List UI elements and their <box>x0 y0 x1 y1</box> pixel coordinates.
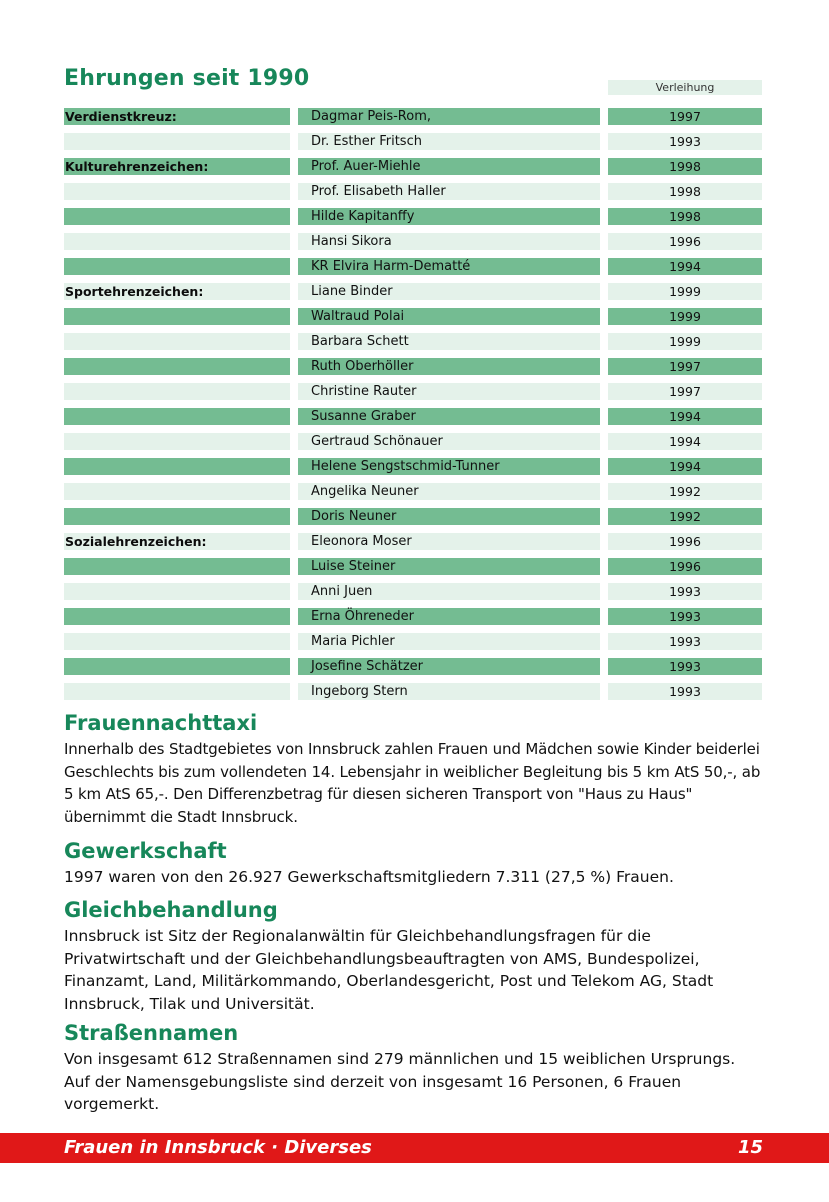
table-row <box>64 329 764 354</box>
row-stripe <box>64 133 290 150</box>
section-strassennamen <box>64 1020 764 1116</box>
row-stripe <box>64 358 290 375</box>
award-year: 1998 <box>669 184 701 199</box>
row-stripe <box>64 383 290 400</box>
award-year: 1998 <box>669 159 701 174</box>
award-year: 1999 <box>669 334 701 349</box>
award-year: 1996 <box>669 234 701 249</box>
award-year: 1993 <box>669 634 701 649</box>
award-year: 1997 <box>669 384 701 399</box>
award-year: 1997 <box>669 359 701 374</box>
table-row <box>64 629 764 654</box>
row-stripe <box>64 558 290 575</box>
table-row <box>64 179 764 204</box>
section-text: Innerhalb des Stadtgebietes von Innsbruck zahlen Frauen und Mädchen sowie Kinder beiderlei Geschlechts bis zum vollendeten 14. Lebensjahr in weiblicher Begleitung bis 5 km AtS 50,-, ab 5 km AtS 65,-. Den Differenzbetrag für diesen sicheren Transport von "Haus zu Haus" übernimmt die Stadt Innsbruck. <box>64 740 761 826</box>
row-stripe <box>64 208 290 225</box>
table-row <box>64 554 764 579</box>
honoree-name: Josefine Schätzer <box>311 659 423 674</box>
section-text: Von insgesamt 612 Straßennamen sind 279 männlichen und 15 weiblichen Ursprungs. Auf der Namensgebungsliste sind derzeit von insgesamt 16 Personen, 6 Frauen vorgemerkt. <box>64 1050 736 1113</box>
honoree-name: Angelika Neuner <box>311 484 419 499</box>
table-row <box>64 654 764 679</box>
award-year: 1993 <box>669 609 701 624</box>
honor-category: Sportehrenzeichen: <box>65 284 204 299</box>
award-year: 1992 <box>669 484 701 499</box>
honoree-name: Prof. Elisabeth Haller <box>311 184 446 199</box>
honoree-name: Hilde Kapitanffy <box>311 209 415 224</box>
row-stripe <box>64 658 290 675</box>
footer-title: Frauen in Innsbruck · Diverses <box>64 1137 372 1158</box>
award-year: 1992 <box>669 509 701 524</box>
section-gewerkschaft <box>64 838 764 889</box>
page-number: 15 <box>737 1137 763 1158</box>
section-title: Gewerkschaft <box>64 839 227 863</box>
honoree-name: Helene Sengstschmid-Tunner <box>311 459 500 474</box>
section-text: 1997 waren von den 26.927 Gewerkschaftsmitgliedern 7.311 (27,5 %) Frauen. <box>64 868 674 886</box>
section-title: Frauennachttaxi <box>64 711 258 735</box>
row-stripe <box>64 233 290 250</box>
verleihung-column-header: Verleihung <box>608 80 762 95</box>
row-stripe <box>64 583 290 600</box>
section-title: Gleichbehandlung <box>64 898 278 922</box>
honoree-name: Ingeborg Stern <box>311 684 408 699</box>
section-title: Straßennamen <box>64 1021 239 1045</box>
table-row <box>64 454 764 479</box>
honoree-name: Liane Binder <box>311 284 393 299</box>
honoree-name: Anni Juen <box>311 584 373 599</box>
honoree-name: KR Elvira Harm-Dematté <box>311 259 471 274</box>
honoree-name: Eleonora Moser <box>311 534 412 549</box>
table-row <box>64 404 764 429</box>
table-row <box>64 279 764 304</box>
honoree-name: Gertraud Schönauer <box>311 434 443 449</box>
row-stripe <box>64 483 290 500</box>
row-stripe <box>64 433 290 450</box>
honoree-name: Christine Rauter <box>311 384 417 399</box>
honors-table <box>64 104 764 704</box>
honor-category: Sozialehrenzeichen: <box>65 534 207 549</box>
award-year: 1998 <box>669 209 701 224</box>
table-row <box>64 679 764 704</box>
row-stripe <box>64 458 290 475</box>
row-stripe <box>64 333 290 350</box>
award-year: 1993 <box>669 659 701 674</box>
row-stripe <box>64 183 290 200</box>
table-row <box>64 154 764 179</box>
table-row <box>64 229 764 254</box>
honoree-name: Waltraud Polai <box>311 309 405 324</box>
row-stripe <box>64 633 290 650</box>
row-stripe <box>64 308 290 325</box>
honoree-name: Luise Steiner <box>311 559 396 574</box>
honoree-name: Susanne Graber <box>311 409 416 424</box>
honoree-name: Prof. Auer-Miehle <box>311 159 421 174</box>
award-year: 1996 <box>669 559 701 574</box>
honoree-name: Erna Öhreneder <box>311 609 415 624</box>
table-row <box>64 604 764 629</box>
award-year: 1996 <box>669 534 701 549</box>
table-row <box>64 354 764 379</box>
award-year: 1994 <box>669 409 701 424</box>
row-stripe <box>64 408 290 425</box>
footer-bar <box>0 1133 829 1163</box>
row-stripe <box>64 683 290 700</box>
honoree-name: Dr. Esther Fritsch <box>311 134 422 149</box>
award-year: 1994 <box>669 459 701 474</box>
section-gleichbehandlung <box>64 897 764 1015</box>
row-stripe <box>64 508 290 525</box>
table-row <box>64 254 764 279</box>
honoree-name: Barbara Schett <box>311 334 409 349</box>
honoree-name: Dagmar Peis-Rom, <box>311 109 431 124</box>
honoree-name: Maria Pichler <box>311 634 395 649</box>
honors-title: Ehrungen seit 1990 <box>64 66 310 91</box>
section-frauennachttaxi <box>64 710 764 828</box>
honor-category: Kulturehrenzeichen: <box>65 159 209 174</box>
table-row <box>64 479 764 504</box>
table-row <box>64 304 764 329</box>
table-row <box>64 104 764 129</box>
table-row <box>64 504 764 529</box>
honor-category: Verdienstkreuz: <box>65 109 177 124</box>
award-year: 1994 <box>669 434 701 449</box>
table-row <box>64 579 764 604</box>
row-stripe <box>64 608 290 625</box>
table-row <box>64 529 764 554</box>
award-year: 1999 <box>669 309 701 324</box>
honoree-name: Ruth Oberhöller <box>311 359 414 374</box>
award-year: 1999 <box>669 284 701 299</box>
award-year: 1994 <box>669 259 701 274</box>
table-row <box>64 129 764 154</box>
honoree-name: Doris Neuner <box>311 509 397 524</box>
table-row <box>64 429 764 454</box>
award-year: 1997 <box>669 109 701 124</box>
honoree-name: Hansi Sikora <box>311 234 392 249</box>
table-row <box>64 379 764 404</box>
award-year: 1993 <box>669 134 701 149</box>
section-text: Innsbruck ist Sitz der Regionalanwältin für Gleichbehandlungsfragen für die Privatwirtschaft und der Gleichbehandlungsbeauftragten von AMS, Bundespolizei, Finanzamt, Land, Militärkommando, Oberlandesgericht, Post und Telekom AG, Stadt Innsbruck, Tilak und Universität. <box>64 927 714 1013</box>
award-year: 1993 <box>669 584 701 599</box>
row-stripe <box>64 258 290 275</box>
table-row <box>64 204 764 229</box>
award-year: 1993 <box>669 684 701 699</box>
